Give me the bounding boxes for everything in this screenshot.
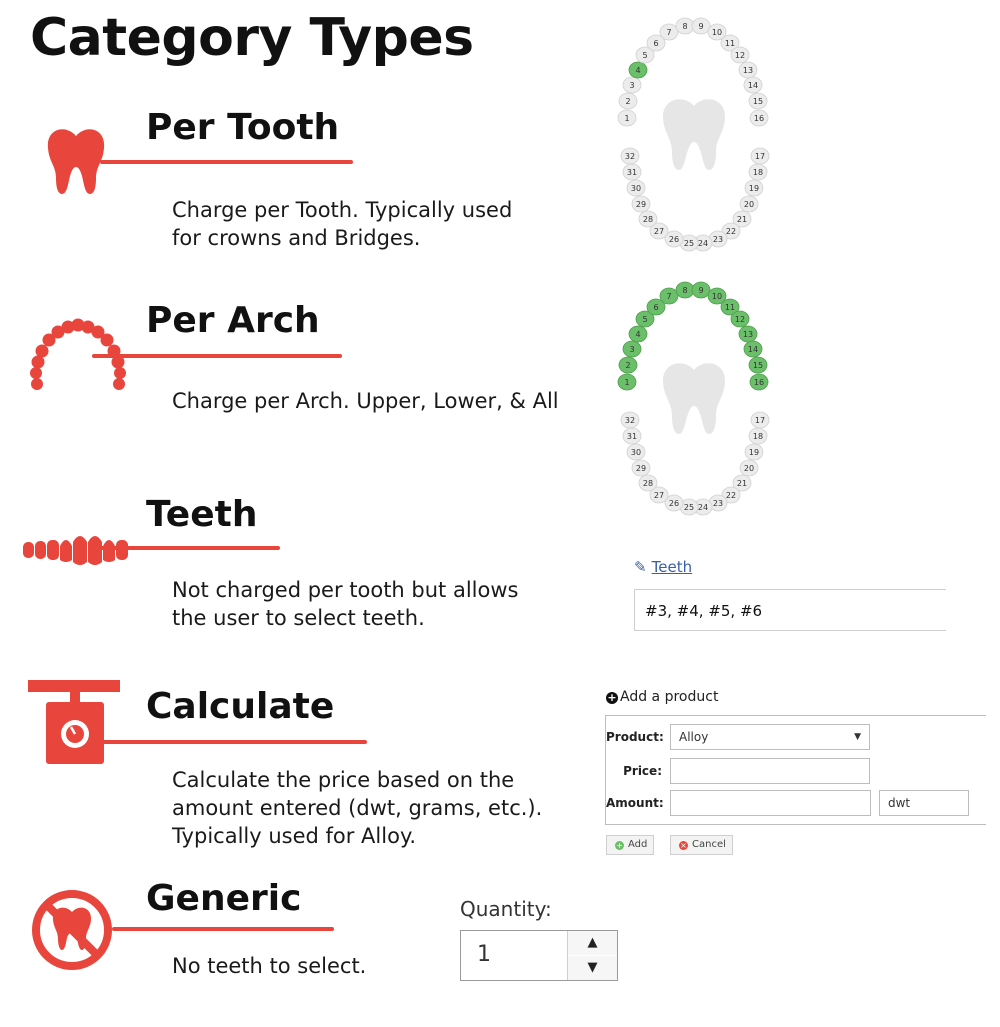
svg-text:29: 29 (635, 200, 647, 209)
tooth-8[interactable] (676, 282, 694, 298)
svg-text:1: 1 (624, 114, 630, 123)
tooth-32[interactable] (621, 412, 639, 428)
tooth-17[interactable] (751, 412, 769, 428)
cancel-button[interactable]: × Cancel (670, 835, 733, 855)
tooth-9[interactable] (692, 18, 710, 34)
tooth-18[interactable] (749, 428, 767, 444)
category-title-per-tooth: Per Tooth (146, 107, 340, 148)
svg-text:19: 19 (748, 448, 760, 457)
svg-text:27: 27 (653, 491, 665, 500)
edit-icon: ✎ (634, 558, 647, 576)
svg-text:10: 10 (711, 28, 723, 37)
svg-text:2: 2 (625, 361, 631, 370)
tooth-20[interactable] (740, 460, 758, 476)
svg-text:18: 18 (752, 168, 764, 177)
svg-text:6: 6 (653, 39, 659, 48)
svg-text:31: 31 (626, 168, 638, 177)
category-description-per-arch: Charge per Arch. Upper, Lower, & All (172, 389, 559, 413)
tooth-13[interactable] (739, 326, 757, 342)
tooth-icon (46, 126, 106, 196)
tooth-16[interactable] (750, 110, 768, 126)
tooth-17[interactable] (751, 148, 769, 164)
tooth-30[interactable] (627, 180, 645, 196)
teeth-selection-field[interactable]: #3, #4, #5, #6 (634, 589, 946, 631)
svg-text:11: 11 (724, 303, 736, 312)
svg-text:18: 18 (752, 432, 764, 441)
svg-text:8: 8 (682, 286, 688, 295)
tooth-20[interactable] (740, 196, 758, 212)
svg-text:3: 3 (629, 345, 635, 354)
tooth-29[interactable] (632, 460, 650, 476)
product-select[interactable] (670, 724, 870, 750)
quantity-label: Quantity: (460, 897, 552, 921)
svg-text:21: 21 (736, 479, 748, 488)
category-description-teeth: Not charged per tooth but allows the user to select teeth. (172, 578, 519, 630)
quantity-value[interactable]: 1 (477, 942, 491, 967)
tooth-7[interactable] (660, 24, 678, 40)
scale-icon (28, 680, 122, 766)
divider (100, 160, 353, 164)
tooth-29[interactable] (632, 196, 650, 212)
svg-text:1: 1 (624, 378, 630, 387)
divider (100, 546, 280, 550)
tooth-12[interactable] (731, 47, 749, 63)
svg-text:14: 14 (747, 81, 759, 90)
svg-text:32: 32 (624, 416, 636, 425)
tooth-8[interactable] (676, 18, 694, 34)
teeth-link[interactable] (634, 557, 692, 576)
svg-text:9: 9 (698, 22, 704, 31)
svg-text:5: 5 (642, 315, 648, 324)
tooth-7[interactable] (660, 288, 678, 304)
svg-text:13: 13 (742, 66, 754, 75)
teeth-link-label[interactable]: Teeth (651, 558, 693, 576)
svg-text:9: 9 (698, 286, 704, 295)
teeth-row-icon (22, 532, 132, 568)
svg-text:20: 20 (743, 200, 755, 209)
category-title-calculate: Calculate (146, 686, 335, 727)
svg-text:30: 30 (630, 448, 642, 457)
svg-text:8: 8 (682, 22, 688, 31)
svg-text:24: 24 (697, 503, 709, 512)
svg-text:30: 30 (630, 184, 642, 193)
svg-text:23: 23 (712, 499, 724, 508)
product-select-value: Alloy (679, 730, 709, 744)
svg-text:6: 6 (653, 303, 659, 312)
no-tooth-icon (30, 888, 114, 972)
tooth-chart-per-tooth (612, 18, 777, 257)
svg-text:17: 17 (754, 152, 766, 161)
decrement-icon[interactable]: ▼ (568, 956, 617, 980)
category-description-calculate: Calculate the price based on the amount entered (dwt, grams, etc.). Typically used for Alloy. (172, 768, 543, 848)
tooth-31[interactable] (623, 164, 641, 180)
tooth-14[interactable] (744, 77, 762, 93)
svg-text:12: 12 (734, 51, 746, 60)
add-product-header[interactable]: + Add a product (607, 689, 719, 705)
svg-text:24: 24 (697, 239, 709, 248)
tooth-2[interactable] (619, 357, 637, 373)
divider (100, 740, 367, 744)
svg-text:27: 27 (653, 227, 665, 236)
amount-input[interactable] (670, 790, 871, 816)
tooth-1[interactable] (618, 374, 636, 390)
divider (92, 354, 342, 358)
category-title-generic: Generic (146, 878, 302, 919)
svg-text:22: 22 (725, 491, 737, 500)
svg-text:28: 28 (642, 215, 654, 224)
divider (112, 927, 334, 931)
tooth-9[interactable] (692, 282, 710, 298)
tooth-19[interactable] (745, 180, 763, 196)
product-label: Product: (606, 730, 664, 744)
tooth-28[interactable] (639, 211, 657, 227)
svg-text:17: 17 (754, 416, 766, 425)
svg-text:23: 23 (712, 235, 724, 244)
svg-text:13: 13 (742, 330, 754, 339)
svg-text:15: 15 (752, 361, 764, 370)
svg-text:20: 20 (743, 464, 755, 473)
tooth-15[interactable] (749, 93, 767, 109)
category-title-teeth: Teeth (146, 494, 258, 535)
svg-text:26: 26 (668, 235, 680, 244)
svg-text:5: 5 (642, 51, 648, 60)
svg-text:28: 28 (642, 479, 654, 488)
svg-text:16: 16 (753, 378, 765, 387)
amount-label: Amount: (606, 796, 664, 810)
svg-text:4: 4 (635, 330, 641, 339)
svg-text:25: 25 (683, 503, 695, 512)
svg-text:2: 2 (625, 97, 631, 106)
svg-text:26: 26 (668, 499, 680, 508)
price-label: Price: (623, 764, 662, 778)
add-button[interactable]: + Add (606, 835, 654, 855)
unit-input[interactable]: dwt (879, 790, 969, 816)
svg-text:11: 11 (724, 39, 736, 48)
tooth-31[interactable] (623, 428, 641, 444)
tooth-chart-per-arch (612, 282, 777, 511)
svg-text:29: 29 (635, 464, 647, 473)
svg-text:21: 21 (736, 215, 748, 224)
category-title-per-arch: Per Arch (146, 300, 320, 341)
tooth-1[interactable] (618, 110, 636, 126)
tooth-2[interactable] (619, 93, 637, 109)
center-tooth-icon (663, 99, 725, 170)
tooth-16[interactable] (750, 374, 768, 390)
price-input[interactable] (670, 758, 870, 784)
tooth-15[interactable] (749, 357, 767, 373)
plus-icon: + (616, 841, 623, 850)
quantity-stepper[interactable] (460, 930, 618, 981)
svg-text:4: 4 (635, 66, 641, 75)
tooth-3[interactable] (623, 77, 641, 93)
tooth-12[interactable] (731, 311, 749, 327)
category-description-per-tooth: Charge per Tooth. Typically used for crowns and Bridges. (172, 198, 513, 250)
svg-text:31: 31 (626, 432, 638, 441)
svg-text:22: 22 (725, 227, 737, 236)
tooth-4[interactable] (629, 326, 647, 342)
category-description-generic: No teeth to select. (172, 954, 367, 978)
svg-text:7: 7 (666, 292, 672, 301)
tooth-3[interactable] (623, 341, 641, 357)
svg-text:25: 25 (683, 239, 695, 248)
svg-text:14: 14 (747, 345, 759, 354)
svg-text:10: 10 (711, 292, 723, 301)
svg-text:19: 19 (748, 184, 760, 193)
tooth-18[interactable] (749, 164, 767, 180)
plus-circle-icon: + (607, 691, 617, 704)
svg-text:3: 3 (629, 81, 635, 90)
svg-text:16: 16 (753, 114, 765, 123)
page-title: Category Types (30, 8, 474, 68)
increment-icon[interactable]: ▲ (568, 931, 617, 955)
tooth-19[interactable] (745, 444, 763, 460)
svg-text:32: 32 (624, 152, 636, 161)
tooth-30[interactable] (627, 444, 645, 460)
svg-text:7: 7 (666, 28, 672, 37)
svg-text:15: 15 (752, 97, 764, 106)
tooth-4[interactable] (629, 62, 647, 78)
tooth-14[interactable] (744, 341, 762, 357)
svg-text:12: 12 (734, 315, 746, 324)
dropdown-arrow-icon: ▼ (854, 732, 861, 742)
close-icon: × (680, 841, 687, 850)
tooth-28[interactable] (639, 475, 657, 491)
center-tooth-icon (663, 363, 725, 434)
tooth-13[interactable] (739, 62, 757, 78)
tooth-32[interactable] (621, 148, 639, 164)
